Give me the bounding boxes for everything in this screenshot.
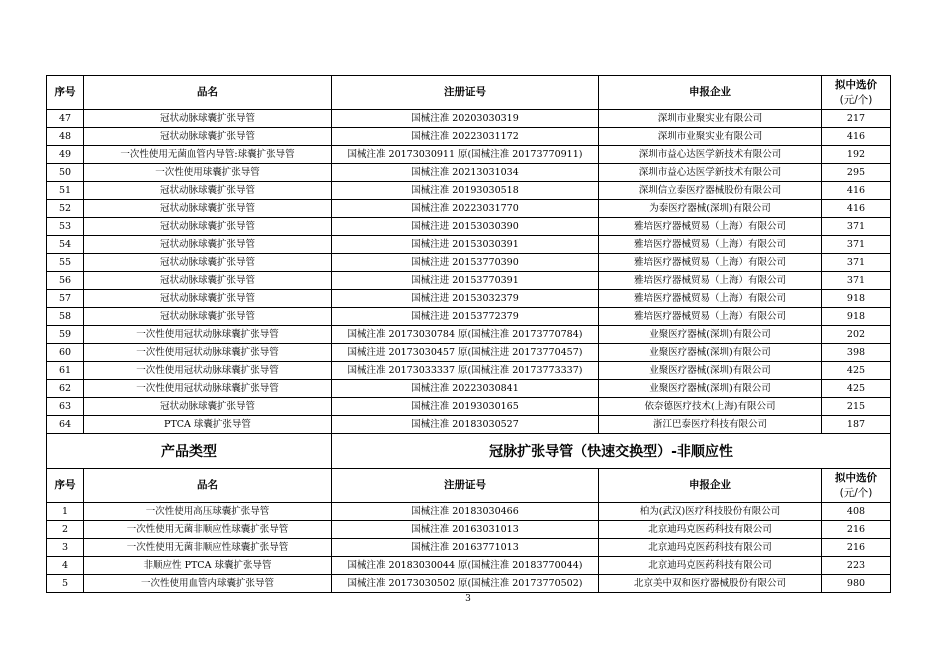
cell-reg: 国械注准 20163031013 (332, 521, 599, 539)
cell-name: PTCA 球囊扩张导管 (84, 416, 332, 434)
reg-header: 注册证号 (332, 469, 599, 503)
cell-reg: 国械注进 20153032379 (332, 290, 599, 308)
table-row (47, 557, 891, 575)
cell-price: 187 (822, 416, 891, 434)
cell-reg: 国械注准 20223031172 (332, 128, 599, 146)
cell-seq: 3 (47, 539, 84, 557)
cell-price: 215 (822, 398, 891, 416)
cell-company: 业聚医疗器械(深圳)有限公司 (599, 326, 822, 344)
cell-price: 216 (822, 539, 891, 557)
cell-seq: 47 (47, 110, 84, 128)
cell-name: 冠状动脉球囊扩张导管 (84, 254, 332, 272)
cell-seq: 62 (47, 380, 84, 398)
cell-company: 业聚医疗器械(深圳)有限公司 (599, 344, 822, 362)
price-header (822, 469, 891, 503)
cell-reg: 国械注进 20153030391 (332, 236, 599, 254)
cell-seq: 63 (47, 398, 84, 416)
cell-price: 371 (822, 218, 891, 236)
cell-seq: 51 (47, 182, 84, 200)
cell-company: 北京迪玛克医药科技有限公司 (599, 521, 822, 539)
cell-name: 一次性使用冠状动脉球囊扩张导管 (84, 344, 332, 362)
table2-header-row (47, 469, 891, 503)
table-row (47, 236, 891, 254)
table-row (47, 362, 891, 380)
cell-seq: 55 (47, 254, 84, 272)
cell-reg: 国械注进 20153772379 (332, 308, 599, 326)
cell-company: 雅培医疗器械贸易（上海）有限公司 (599, 254, 822, 272)
table-row (47, 398, 891, 416)
cell-name: 冠状动脉球囊扩张导管 (84, 110, 332, 128)
cell-company: 为泰医疗器械(深圳)有限公司 (599, 200, 822, 218)
cell-seq: 58 (47, 308, 84, 326)
table-row (47, 110, 891, 128)
cell-name: 一次性使用冠状动脉球囊扩张导管 (84, 362, 332, 380)
cell-reg: 国械注进 20153770391 (332, 272, 599, 290)
cell-company: 深圳市益心达医学新技术有限公司 (599, 146, 822, 164)
cell-name: 冠状动脉球囊扩张导管 (84, 200, 332, 218)
cell-reg: 国械注准 20173030502 原(国械注准 20173770502) (332, 575, 599, 593)
cell-name: 冠状动脉球囊扩张导管 (84, 272, 332, 290)
cell-seq: 53 (47, 218, 84, 236)
cell-seq: 49 (47, 146, 84, 164)
price-header-line1: 拟中选价 (835, 471, 877, 484)
table-row (47, 164, 891, 182)
cell-reg: 国械注准 20173030911 原(国械注准 20173770911) (332, 146, 599, 164)
cell-reg: 国械注准 20203030319 (332, 110, 599, 128)
cell-seq: 52 (47, 200, 84, 218)
cell-seq: 1 (47, 503, 84, 521)
table-row (47, 200, 891, 218)
cell-seq: 2 (47, 521, 84, 539)
cell-price: 223 (822, 557, 891, 575)
section-row (47, 434, 891, 469)
cell-price: 416 (822, 182, 891, 200)
cell-name: 冠状动脉球囊扩张导管 (84, 182, 332, 200)
cell-name: 一次性使用球囊扩张导管 (84, 164, 332, 182)
cell-reg: 国械注进 20173030457 原(国械注进 20173770457) (332, 344, 599, 362)
cell-company: 雅培医疗器械贸易（上海）有限公司 (599, 308, 822, 326)
cell-reg: 国械注准 20173030784 原(国械注准 20173770784) (332, 326, 599, 344)
cell-name: 一次性使用无菌非顺应性球囊扩张导管 (84, 539, 332, 557)
cell-company: 业聚医疗器械(深圳)有限公司 (599, 380, 822, 398)
cell-reg: 国械注准 20173033337 原(国械注准 20173773337) (332, 362, 599, 380)
table-row (47, 326, 891, 344)
cell-price: 416 (822, 128, 891, 146)
cell-company: 雅培医疗器械贸易（上海）有限公司 (599, 218, 822, 236)
reg-header: 注册证号 (332, 76, 599, 110)
cell-company: 深圳市益心达医学新技术有限公司 (599, 164, 822, 182)
cell-price: 371 (822, 254, 891, 272)
page-number: 3 (465, 594, 471, 604)
cell-name: 冠状动脉球囊扩张导管 (84, 128, 332, 146)
cell-name: 非顺应性 PTCA 球囊扩张导管 (84, 557, 332, 575)
cell-reg: 国械注准 20193030518 (332, 182, 599, 200)
table-row (47, 182, 891, 200)
seq-header: 序号 (47, 76, 84, 110)
table-row (47, 146, 891, 164)
cell-seq: 48 (47, 128, 84, 146)
company-header: 申报企业 (599, 76, 822, 110)
cell-name: 一次性使用血管内球囊扩张导管 (84, 575, 332, 593)
cell-seq: 50 (47, 164, 84, 182)
cell-company: 北京美中双和医疗器械股份有限公司 (599, 575, 822, 593)
seq-header: 序号 (47, 469, 84, 503)
cell-name: 一次性使用冠状动脉球囊扩张导管 (84, 380, 332, 398)
cell-price: 371 (822, 236, 891, 254)
cell-company: 深圳市业聚实业有限公司 (599, 128, 822, 146)
cell-seq: 64 (47, 416, 84, 434)
name-header: 品名 (84, 76, 332, 110)
cell-seq: 54 (47, 236, 84, 254)
cell-company: 深圳市业聚实业有限公司 (599, 110, 822, 128)
cell-price: 408 (822, 503, 891, 521)
cell-price: 216 (822, 521, 891, 539)
cell-price: 192 (822, 146, 891, 164)
table-row (47, 503, 891, 521)
cell-reg: 国械注准 20193030165 (332, 398, 599, 416)
table-row (47, 218, 891, 236)
cell-name: 冠状动脉球囊扩张导管 (84, 308, 332, 326)
cell-reg: 国械注准 20163771013 (332, 539, 599, 557)
section-label: 产品类型 (47, 434, 332, 469)
cell-price: 398 (822, 344, 891, 362)
company-header: 申报企业 (599, 469, 822, 503)
cell-price: 416 (822, 200, 891, 218)
cell-company: 雅培医疗器械贸易（上海）有限公司 (599, 236, 822, 254)
table-row (47, 272, 891, 290)
cell-company: 北京迪玛克医药科技有限公司 (599, 557, 822, 575)
cell-name: 一次性使用高压球囊扩张导管 (84, 503, 332, 521)
table-row (47, 308, 891, 326)
cell-seq: 5 (47, 575, 84, 593)
cell-price: 425 (822, 380, 891, 398)
cell-seq: 60 (47, 344, 84, 362)
cell-reg: 国械注准 20223030841 (332, 380, 599, 398)
cell-company: 业聚医疗器械(深圳)有限公司 (599, 362, 822, 380)
table-row (47, 344, 891, 362)
table-row (47, 521, 891, 539)
cell-seq: 56 (47, 272, 84, 290)
cell-reg: 国械注准 20183030527 (332, 416, 599, 434)
cell-name: 一次性使用无菌非顺应性球囊扩张导管 (84, 521, 332, 539)
cell-company: 雅培医疗器械贸易（上海）有限公司 (599, 272, 822, 290)
cell-name: 冠状动脉球囊扩张导管 (84, 218, 332, 236)
table-row (47, 254, 891, 272)
cell-price: 217 (822, 110, 891, 128)
cell-reg: 国械注准 20223031770 (332, 200, 599, 218)
table-row (47, 575, 891, 593)
price-header (822, 76, 891, 110)
cell-reg: 国械注准 20183030466 (332, 503, 599, 521)
cell-company: 雅培医疗器械贸易（上海）有限公司 (599, 290, 822, 308)
cell-company: 依奈德医疗技术(上海)有限公司 (599, 398, 822, 416)
price-table (46, 75, 891, 593)
cell-name: 冠状动脉球囊扩张导管 (84, 398, 332, 416)
cell-reg: 国械注进 20153030390 (332, 218, 599, 236)
cell-seq: 61 (47, 362, 84, 380)
table-row (47, 128, 891, 146)
price-header-line2: (元/个) (839, 93, 873, 106)
table-row (47, 290, 891, 308)
cell-price: 425 (822, 362, 891, 380)
table-row (47, 380, 891, 398)
price-header-line2: (元/个) (839, 486, 873, 499)
cell-price: 980 (822, 575, 891, 593)
table-row (47, 416, 891, 434)
cell-name: 一次性使用无菌血管内导管:球囊扩张导管 (84, 146, 332, 164)
cell-name: 冠状动脉球囊扩张导管 (84, 236, 332, 254)
cell-reg: 国械注进 20153770390 (332, 254, 599, 272)
cell-price: 371 (822, 272, 891, 290)
cell-reg: 国械注准 20213031034 (332, 164, 599, 182)
cell-name: 冠状动脉球囊扩张导管 (84, 290, 332, 308)
section-title: 冠脉扩张导管（快速交换型）-非顺应性 (332, 434, 891, 469)
cell-price: 918 (822, 290, 891, 308)
name-header: 品名 (84, 469, 332, 503)
cell-company: 浙江巴泰医疗科技有限公司 (599, 416, 822, 434)
cell-seq: 4 (47, 557, 84, 575)
cell-company: 深圳信立泰医疗器械股份有限公司 (599, 182, 822, 200)
cell-price: 202 (822, 326, 891, 344)
table1-header-row (47, 76, 891, 110)
price-header-line1: 拟中选价 (835, 78, 877, 91)
cell-company: 柏为(武汉)医疗科技股份有限公司 (599, 503, 822, 521)
table-row (47, 539, 891, 557)
cell-reg: 国械注准 20183030044 原(国械注准 20183770044) (332, 557, 599, 575)
cell-company: 北京迪玛克医药科技有限公司 (599, 539, 822, 557)
cell-price: 918 (822, 308, 891, 326)
cell-price: 295 (822, 164, 891, 182)
cell-seq: 59 (47, 326, 84, 344)
cell-name: 一次性使用冠状动脉球囊扩张导管 (84, 326, 332, 344)
cell-seq: 57 (47, 290, 84, 308)
